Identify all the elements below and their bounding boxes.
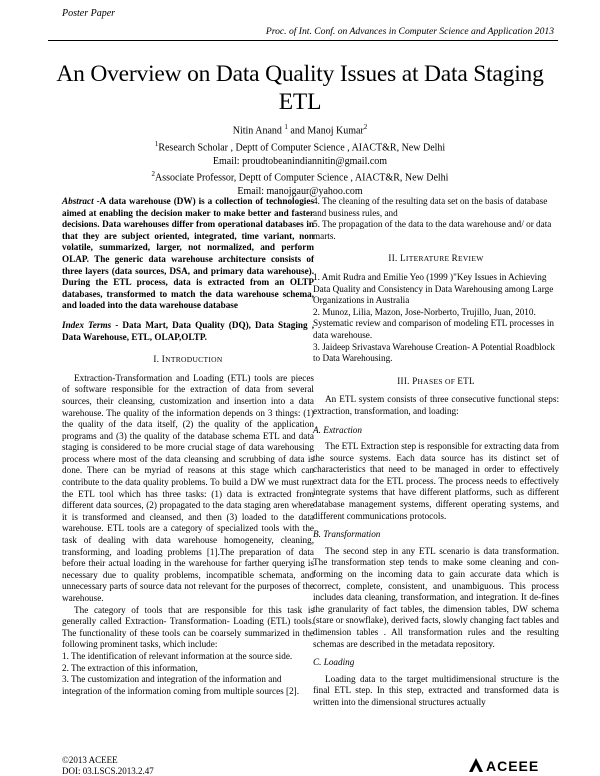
loading-paragraph: Loading data to the target multidimensional structure is the final ETL step. In this step, extracted and transformed data is written into the dimensional structures actually [313,673,559,707]
author-names: Nitin Anand $^1$ and Manoj Kumar$^2$ [232,123,368,137]
author-block [40,121,560,198]
intro-paragraph-2: The category of tools that are responsible for this task is generally called Extraction- Transformation- Loading (ETL) tools. The functionality of these tools can be coarsely summarized in the following prominent tasks, which include: [62,604,314,650]
extraction-paragraph: The ETL Extraction step is responsible for extracting data from the source systems. Each data source has its distinct set of characteristics that need to be managed in order to effectively extract data for the ETL process. The process needs to effectively integrate systems that have different platforms, such as different database management systems, different operating systems, and different communications protocols. [313,441,559,521]
task-list-continued [313,196,559,242]
subsection-extraction: A. Extraction [313,424,362,435]
right-column [313,196,559,709]
intro-task-list [62,651,314,697]
list-item: 4. The cleaning of the resulting data set on the basis of database and business rules, and [313,196,548,218]
paper-title: An Overview on Data Quality Issues at Data Staging ETL [56,61,544,115]
section-heading-literature-review: II. LITERATURE REVIEW [388,253,484,264]
proceedings-header: Proc. of Int. Conf. on Advances in Computer Science and Application 2013 [265,26,554,37]
email-2: Email: manojgaur@yahoo.com [237,185,363,197]
index-terms: Index Terms - Data Mart, Data Quality (DQ), Data Staging , Data Warehouse, ETL, OLAP,OLTP. [62,319,314,342]
phases-intro: An ETL system consists of three consecutive functional steps: extraction, transformation, and loading: [313,394,559,416]
copyright-text: ©2013 ACEEE [62,755,118,765]
aceee-logo-text: ACEEE [486,758,540,774]
list-item: 2. Munoz, Lilia, Mazon, Jose-Norberto, Trujillo, Juan, 2010. Systematic review and comparison of modeling ETL processes in data warehouse. [313,306,555,340]
email-1: Email: proudtobeanindiannitin@gmail.com [212,155,388,167]
list-item: 5. The propagation of the data to the data warehouse and/ or data marts. [313,219,552,241]
subsection-transformation: B. Transformation [313,529,381,540]
abstract: Abstract -A data warehouse (DW) is a collection of technologies aimed at enabling the decision maker to make better and faster decisions. Data warehouses differ from operational databases in that they are subject oriented, integrated, time variant, non volatile, summarized, larger, not normalized, and perform OLAP. The generic data warehouse architecture consists of three layers (data sources, DSA, and primary data warehouse). During the ETL process, data is extracted from an OLTP databases, transformed to match the data warehouse schema, and loaded into the data warehouse database [62,196,314,311]
list-item: 2. The extraction of this information, [62,662,198,673]
section-heading-phases-of-etl: III. PHASES OF ETL [397,375,475,386]
list-item: 1. Amit Rudra and Emilie Yeo (1999 )"Key Issues in Achieving Data Quality and Consistency in Data Warehousing among Large Organizations in Australia [313,271,554,306]
aceee-logo-icon [468,757,484,773]
affiliation-2: $^2$Associate Professor, Deptt of Computer Science , AIACT&R, New Delhi [151,170,449,184]
literature-list [313,272,559,365]
intro-paragraph-1: Extraction-Transformation and Loading (ETL) tools are pieces of software responsible for the extraction of data from several sources, their cleansing, customization and insertion into a data warehouse. The quality of the information depends on 3 things: (1) the quality of the data itself, (2) the quality of the application programs and (3) the quality of the database schema ETL and data staging is considered to be more crucial stage of data warehousing process where most of the data cleansing and scrubbing of data is done. There can be myriad of reasons at this stage which can contribute to the data quality problems. To build a DW we must run the ETL tool which has three tasks: (1) data is extracted from different data sources, (2) propagated to the data staging aren where it is transformed and cleansed, and then (3) loaded to the data warehouse. ETL tools are a category of specialized tools with the task of dealing with data warehouse homogeneity, cleaning, transforming, and loading problems [1].The preparation of data before their actual loading in the warehouse for farther querying is necessary due to quality problems, incompatible schemata, and unnecessary parts of source data not relevant for the purposes of the warehouse. [62,372,314,603]
affiliation-1: $^1$Research Scholar , Deptt of Computer Science , AIACT&R, New Delhi [154,139,446,154]
left-column [62,196,314,697]
footer-copyright [62,755,154,776]
header-rule [48,40,558,41]
section-heading-introduction: I. INTRODUCTION [153,354,223,365]
transformation-paragraph: The second step in any ETL scenario is data transformation. The transformation step tends to make some cleaning and con-forming on the incoming data to gain accurate data which is correct, complete, consistent, and unambiguous. This process includes data cleaning, transformation, and integration. It de-fines the granularity of fact tables, the dimension tables, DW schema (stare or snowflake), derived facts, slowly changing fact tables and dimension tables . All transformation rules and the resulting schemas are described in the metadata repository. [313,545,559,649]
list-item: 3. Jaideep Srivastava Warehouse Creation- A Potential Roadblock to Data Warehousing. [313,341,555,364]
doi-text: DOI: 03.LSCS.2013.2.47 [62,765,154,776]
subsection-loading: C. Loading [313,657,355,668]
list-item: 1. The identification of relevant information at the source side. [62,650,293,661]
poster-label: Poster Paper [62,8,116,19]
list-item: 3. The customization and integration of the information and integration of the information coming from multiple sources [2]. [62,674,300,696]
